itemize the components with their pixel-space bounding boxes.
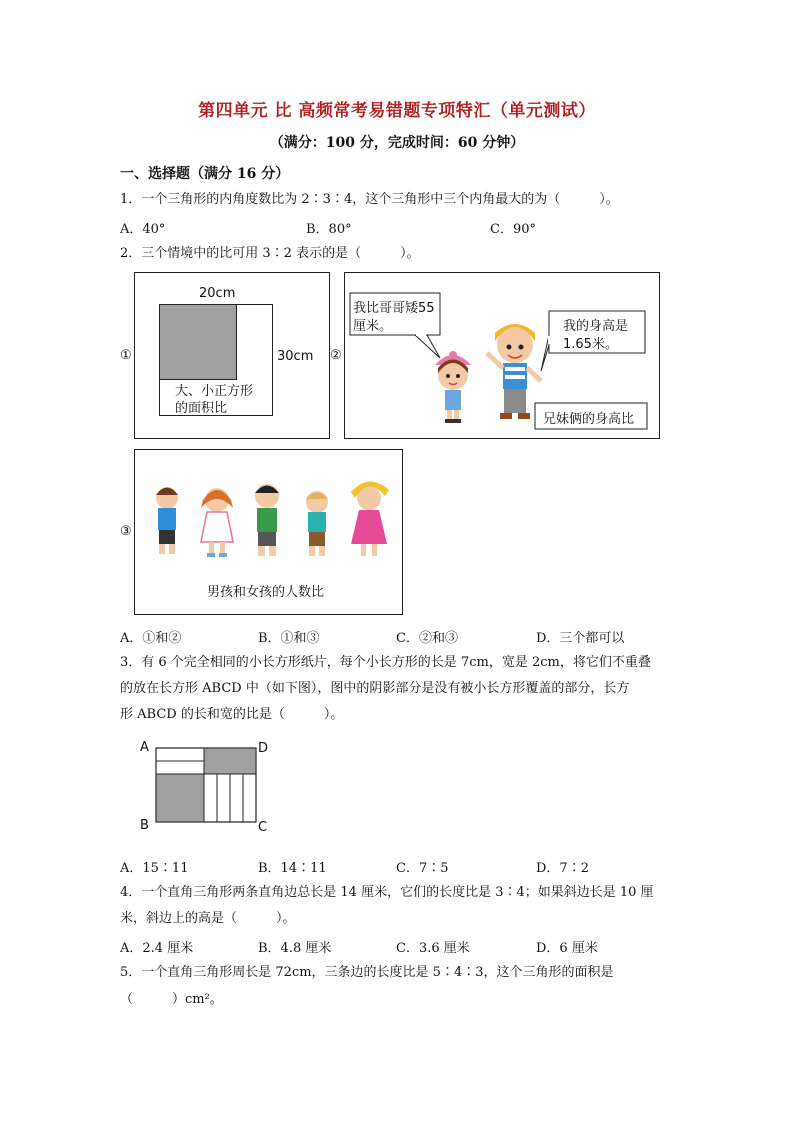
q2-option-c: C．②和③ — [396, 631, 458, 646]
boy-icon — [255, 484, 279, 556]
boy-icon — [487, 324, 541, 419]
fig1-caption-1: 大、小正方形 — [175, 384, 254, 399]
q2-option-b: B．①和③ — [258, 631, 320, 646]
boy-icon — [306, 491, 328, 556]
q1-option-a: A．40° — [120, 222, 166, 237]
q3-option-c: C．7∶5 — [396, 861, 449, 876]
girl-icon — [351, 481, 389, 556]
q2-option-d: D．三个都可以 — [536, 631, 625, 646]
girl-icon — [201, 488, 233, 557]
fig2-bubble-left-1: 我比哥哥矮55 — [353, 301, 435, 316]
vertex-b-label: B — [140, 818, 149, 833]
fig1-frame — [134, 272, 330, 439]
fig3-frame — [134, 449, 403, 615]
fig1-height-label: 30cm — [277, 349, 314, 364]
small-square — [159, 304, 237, 380]
boy-icon — [156, 487, 178, 554]
fig3-caption: 男孩和女孩的人数比 — [207, 585, 325, 600]
q5-line-1: 5．一个直角三角形周长是 72cm，三条边的长度比是 5∶4∶3，这个三角形的面积是 — [120, 965, 614, 980]
q3-option-b: B．14∶11 — [258, 861, 327, 876]
q1-option-c: C．90° — [490, 222, 536, 237]
q4-option-c: C．3.6 厘米 — [396, 941, 470, 956]
section-heading: 一、选择题（满分 16 分） — [120, 166, 290, 182]
q2-text: 2．三个情境中的比可用 3∶2 表示的是（ ）。 — [120, 246, 420, 261]
q5-line-2: （ ）cm²。 — [120, 992, 223, 1007]
fig2-caption: 兄妹俩的身高比 — [543, 412, 635, 427]
vertex-c-label: C — [258, 820, 268, 835]
q1-option-b: B．80° — [306, 222, 352, 237]
fig1-caption-2: 的面积比 — [175, 401, 228, 416]
q1-text: 1．一个三角形的内角度数比为 2∶3∶4，这个三角形中三个内角最大的为（ ）。 — [120, 192, 619, 207]
q3-line-3: 形 ABCD 的长和宽的比是（ ）。 — [120, 707, 344, 722]
fig2-frame — [344, 272, 660, 439]
vertex-d-label: D — [258, 741, 269, 756]
girl-icon — [435, 351, 471, 423]
q3-line-2: 的放在长方形 ABCD 中（如下图），图中的阴影部分是没有被小长方形覆盖的部分，长方 — [120, 681, 630, 696]
q2-option-a: A．①和② — [120, 631, 182, 646]
fig2-marker: ② — [330, 348, 342, 363]
fig2-bubble-left-2: 厘米。 — [353, 319, 393, 334]
fig3-marker: ③ — [120, 524, 132, 539]
page-subtitle: （满分：100 分，完成时间：60 分钟） — [269, 135, 525, 151]
q3-line-1: 3．有 6 个完全相同的小长方形纸片，每个小长方形的长是 7cm，宽是 2cm，将它们不重叠 — [120, 655, 651, 670]
q4-option-a: A．2.4 厘米 — [120, 941, 194, 956]
fig1-marker: ① — [120, 348, 132, 363]
children-art — [135, 450, 402, 570]
fig2-bubble-right-2: 1.65米。 — [563, 337, 618, 352]
q4-option-d: D．6 厘米 — [536, 941, 598, 956]
rectangle-abcd-figure — [140, 738, 280, 838]
vertex-a-label: A — [140, 740, 149, 755]
page-title: 第四单元 比 高频常考易错题专项特汇（单元测试） — [198, 101, 596, 121]
q3-option-d: D．7∶2 — [536, 861, 589, 876]
q4-line-2: 米，斜边上的高是（ ）。 — [120, 911, 296, 926]
fig2-bubble-right-1: 我的身高是 — [563, 319, 629, 334]
q4-line-1: 4．一个直角三角形两条直角边总长是 14 厘米，它们的长度比是 3∶4；如果斜边长是 10 厘 — [120, 885, 654, 900]
q4-option-b: B．4.8 厘米 — [258, 941, 332, 956]
fig1-width-label: 20cm — [199, 286, 236, 301]
q3-option-a: A．15∶11 — [120, 861, 189, 876]
